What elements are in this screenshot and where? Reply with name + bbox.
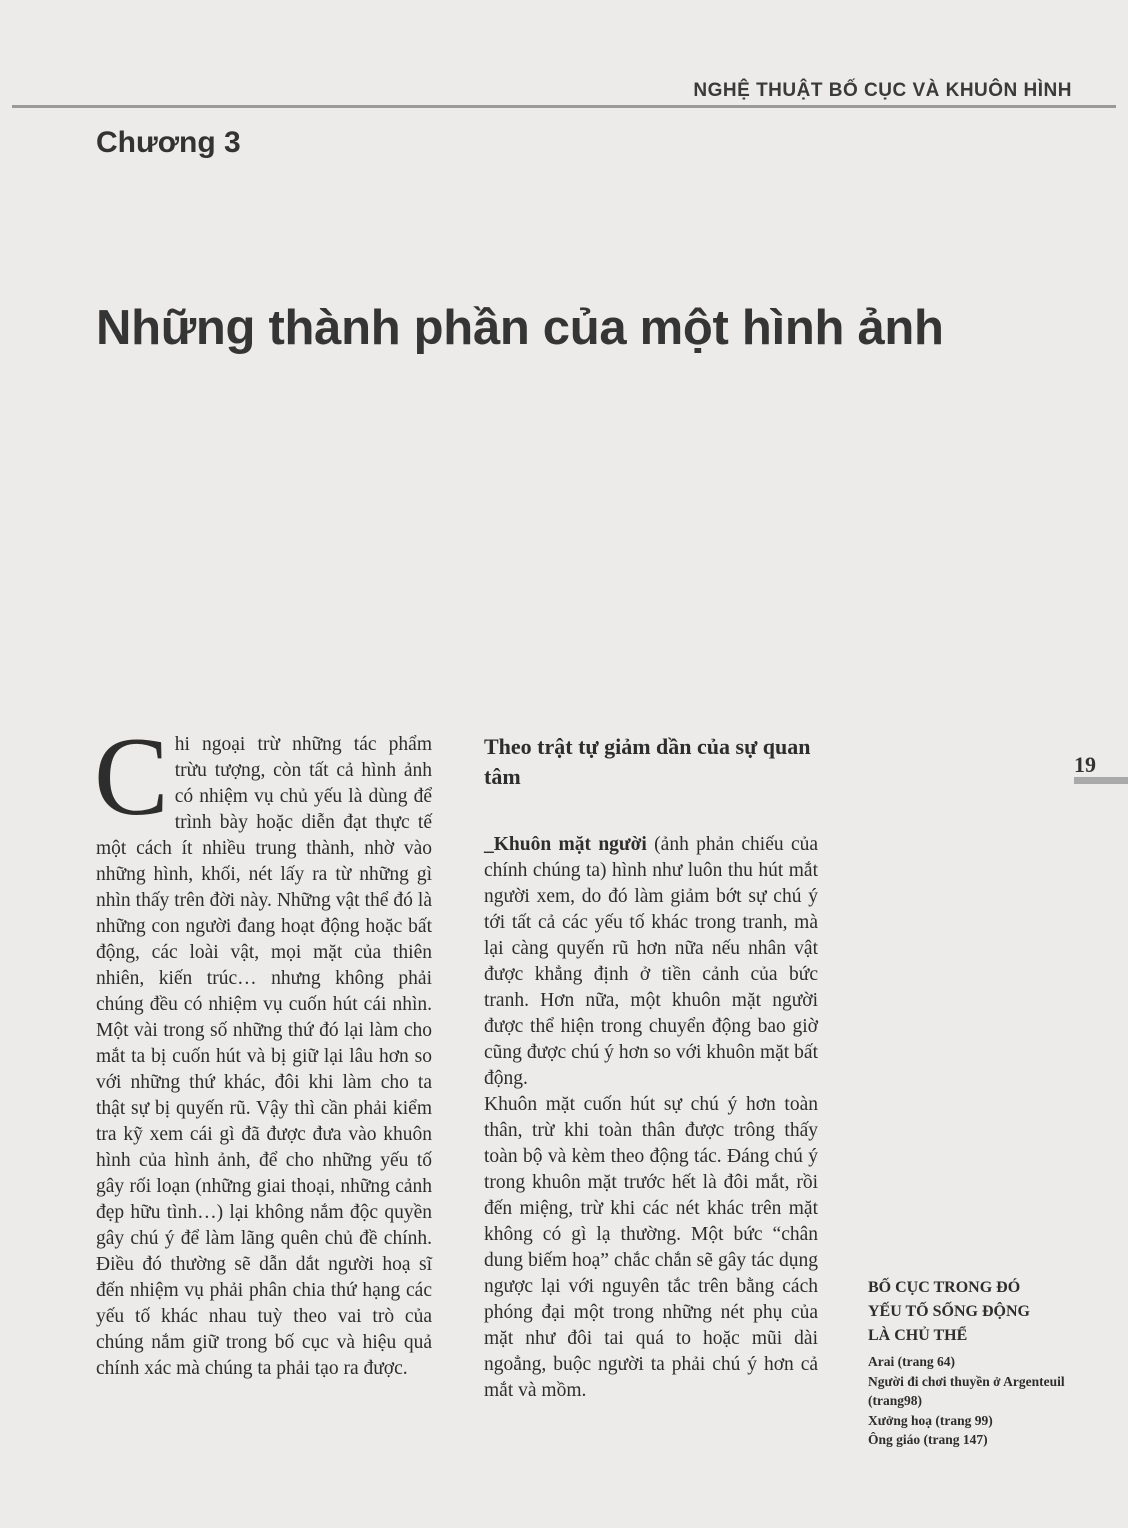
intro-paragraph: hi ngoại trừ những tác phẩm trừu tượng, còn tất cả hình ảnh có nhiệm vụ chủ yếu là dùng để trình bày hoặc diễn đạt thực tế một cách ít nhiều trung thành, nhờ vào những hình, khối, nét lấy ra từ những gì nhìn thấy trên đời này. Những vật thể đó là những con người đang hoạt động hoặc bất động, các loài vật, mọi mặt của thiên nhiên, kiến trúc… nhưng không phải chúng đều có nhiệm vụ cuốn hút cái nhìn. Một vài trong số những thứ đó lại làm cho mắt ta bị cuốn hút và bị giữ lại lâu hơn so với những thứ khác, đôi khi làm cho ta thật sự bị quyến rũ. Vậy thì cần phải kiểm tra kỹ xem cái gì đã được đưa vào khuôn hình của hình ảnh, để cho những yếu tố gây rối loạn (những giai thoại, những cảnh đẹp hữu tình…) lại không nắm độc quyền gây chú ý để làm lãng quên chủ đề chính. Điều đó thường sẽ dẫn dắt người hoạ sĩ đến nhiệm vụ phải phân chia thứ hạng các yếu tố khác nhau tuỳ theo vai trò của chúng nắm giữ trong bố cục và hiệu quả chính xác mà chúng ta phải tạo ra được. <box>96 734 432 1379</box>
chapter-label: Chương 3 <box>96 126 241 159</box>
chapter-title: Những thành phần của một hình ảnh <box>96 301 944 355</box>
section-heading: Theo trật tự giảm dần của sự quan tâm <box>484 734 811 789</box>
drop-cap: C <box>94 715 169 839</box>
paragraph-face-text: (ảnh phản chiếu của chính chúng ta) hình như luôn thu hút mắt người xem, do đó làm giảm bớt sự chú ý tới tất cả các yếu tố khác trong tranh, mà lại càng quyến rũ hơn nữa nếu nhân vật được khẳng định ở tiền cảnh của bức tranh. Hơn nữa, một khuôn mặt người được thể hiện trong chuyển động bao giờ cũng được chú ý hơn so với khuôn mặt bất động. <box>484 834 819 1089</box>
page-edge-tab <box>1074 777 1128 784</box>
paragraph-body: Khuôn mặt cuốn hút sự chú ý hơn toàn thân, trừ khi toàn thân được trông thấy toàn bộ và kèm theo động tác. Đáng chú ý trong khuôn mặt trước hết là đôi mắt, rồi đến miệng, trừ khi các nét khác trên mặt không có gì lạ thường. Một bức “chân dung biếm hoạ” chắc chắn sẽ gây tác dụng ngược lại với nguyên tắc trên bằng cách phóng đại một trong những nét phụ của mặt như đôi tai quá to hoặc mũi dài ngoẳng, buộc người ta phải chú ý hơn cả mắt và mồm. <box>484 1094 818 1401</box>
paragraph-face <box>484 832 818 1092</box>
running-header: NGHỆ THUẬT BỐ CỤC VÀ KHUÔN HÌNH <box>693 80 1072 101</box>
body-column-middle <box>484 732 818 1404</box>
sidebar-heading-line: LÀ CHỦ THỂ <box>868 1327 968 1344</box>
lead-term: _Khuôn mặt người <box>484 834 647 855</box>
sidebar-heading <box>868 1276 1068 1348</box>
sidebar-heading-line: BỐ CỤC TRONG ĐÓ <box>868 1279 1021 1296</box>
header-rule <box>12 105 1116 108</box>
page-number: 19 <box>1074 752 1096 777</box>
sidebar-reference: Xưởng hoạ (trang 99) <box>868 1412 993 1428</box>
sidebar-reference: Ông giáo (trang 147) <box>868 1432 988 1447</box>
sidebar-heading-line: YẾU TỐ SỐNG ĐỘNG <box>868 1303 1030 1320</box>
sidebar-note <box>868 1276 1068 1450</box>
body-column-left <box>94 715 432 1382</box>
sidebar-reference: Người đi chơi thuyền ở Argenteuil (trang98) <box>868 1373 1065 1408</box>
sidebar-reference: Arai (trang 64) <box>868 1354 955 1369</box>
